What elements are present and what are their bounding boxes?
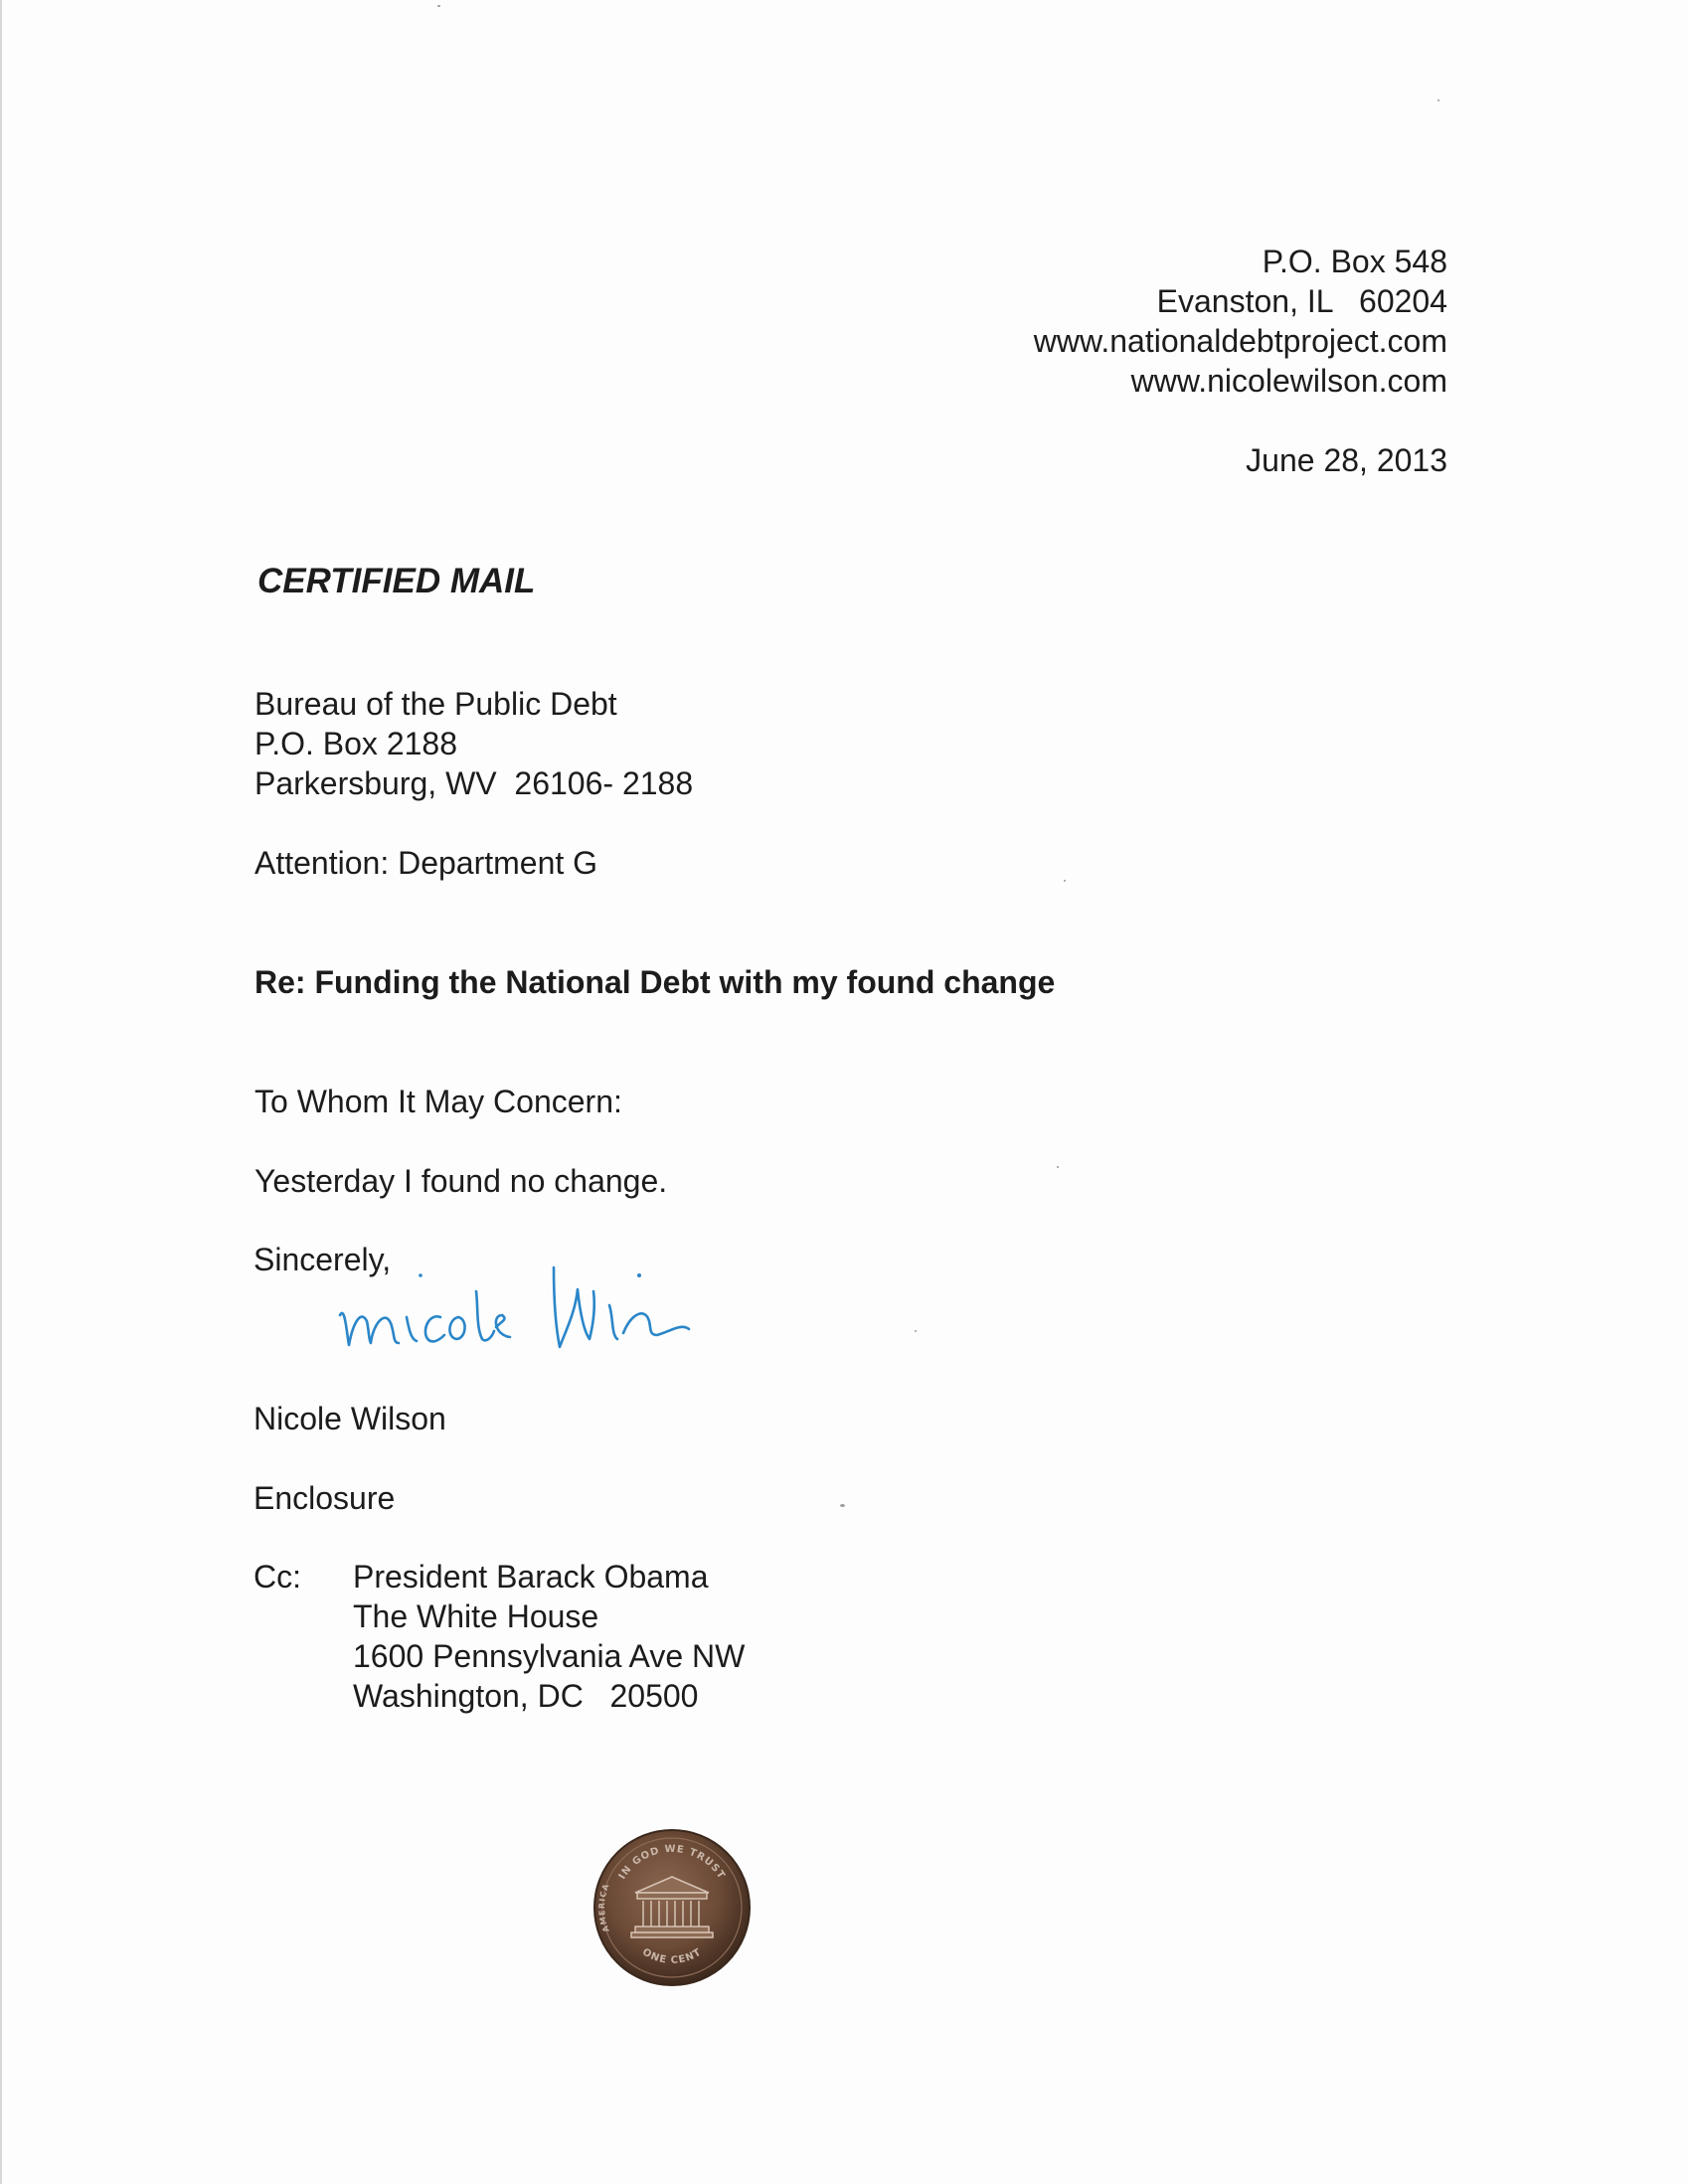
cc-line: President Barack Obama [353, 1559, 709, 1595]
recipient-line: P.O. Box 2188 [254, 726, 457, 761]
handwritten-signature [333, 1248, 731, 1377]
coin-bottom-text: ONE CENT [640, 1946, 704, 1967]
website-link: www.nicolewilson.com [1130, 363, 1447, 399]
recipient-line: Bureau of the Public Debt [254, 686, 617, 722]
scan-speck [437, 5, 440, 7]
salutation: To Whom It May Concern: [254, 1084, 622, 1119]
scan-speck [1064, 880, 1066, 882]
coin-top-text: IN GOD WE TRUST [616, 1843, 728, 1882]
scan-speck [915, 1330, 917, 1332]
closing: Sincerely, [253, 1242, 392, 1277]
cc-label: Cc: [253, 1559, 301, 1595]
certified-mail-heading: CERTIFIED MAIL [257, 562, 536, 600]
cc-line: 1600 Pennsylvania Ave NW [353, 1638, 746, 1674]
scan-speck [1057, 1166, 1059, 1168]
recipient-line: Parkersburg, WV 26106- 2188 [254, 765, 694, 801]
cc-line: The White House [353, 1598, 599, 1634]
website-link: www.nationaldebtproject.com [1033, 323, 1447, 359]
return-address-line: Evanston, IL 60204 [1156, 283, 1447, 319]
coin-left-text: AMERICA [596, 1882, 611, 1933]
scan-speck [1437, 99, 1439, 101]
letter-date: June 28, 2013 [1246, 442, 1447, 478]
cc-line: Washington, DC 20500 [353, 1678, 699, 1714]
letter-body: Yesterday I found no change. [254, 1163, 668, 1199]
scan-edge [0, 0, 2, 2184]
cc-address [353, 1557, 745, 1716]
return-address-line: P.O. Box 548 [1262, 244, 1447, 279]
subject-line: Re: Funding the National Debt with my found change [254, 964, 1056, 1000]
recipient-address [254, 684, 693, 803]
signer-name: Nicole Wilson [253, 1401, 446, 1436]
scan-speck [840, 1504, 845, 1507]
enclosure-note: Enclosure [253, 1480, 396, 1516]
return-address [1034, 242, 1447, 401]
attention-line: Attention: Department G [254, 845, 598, 881]
penny-coin-image [591, 1827, 753, 1988]
